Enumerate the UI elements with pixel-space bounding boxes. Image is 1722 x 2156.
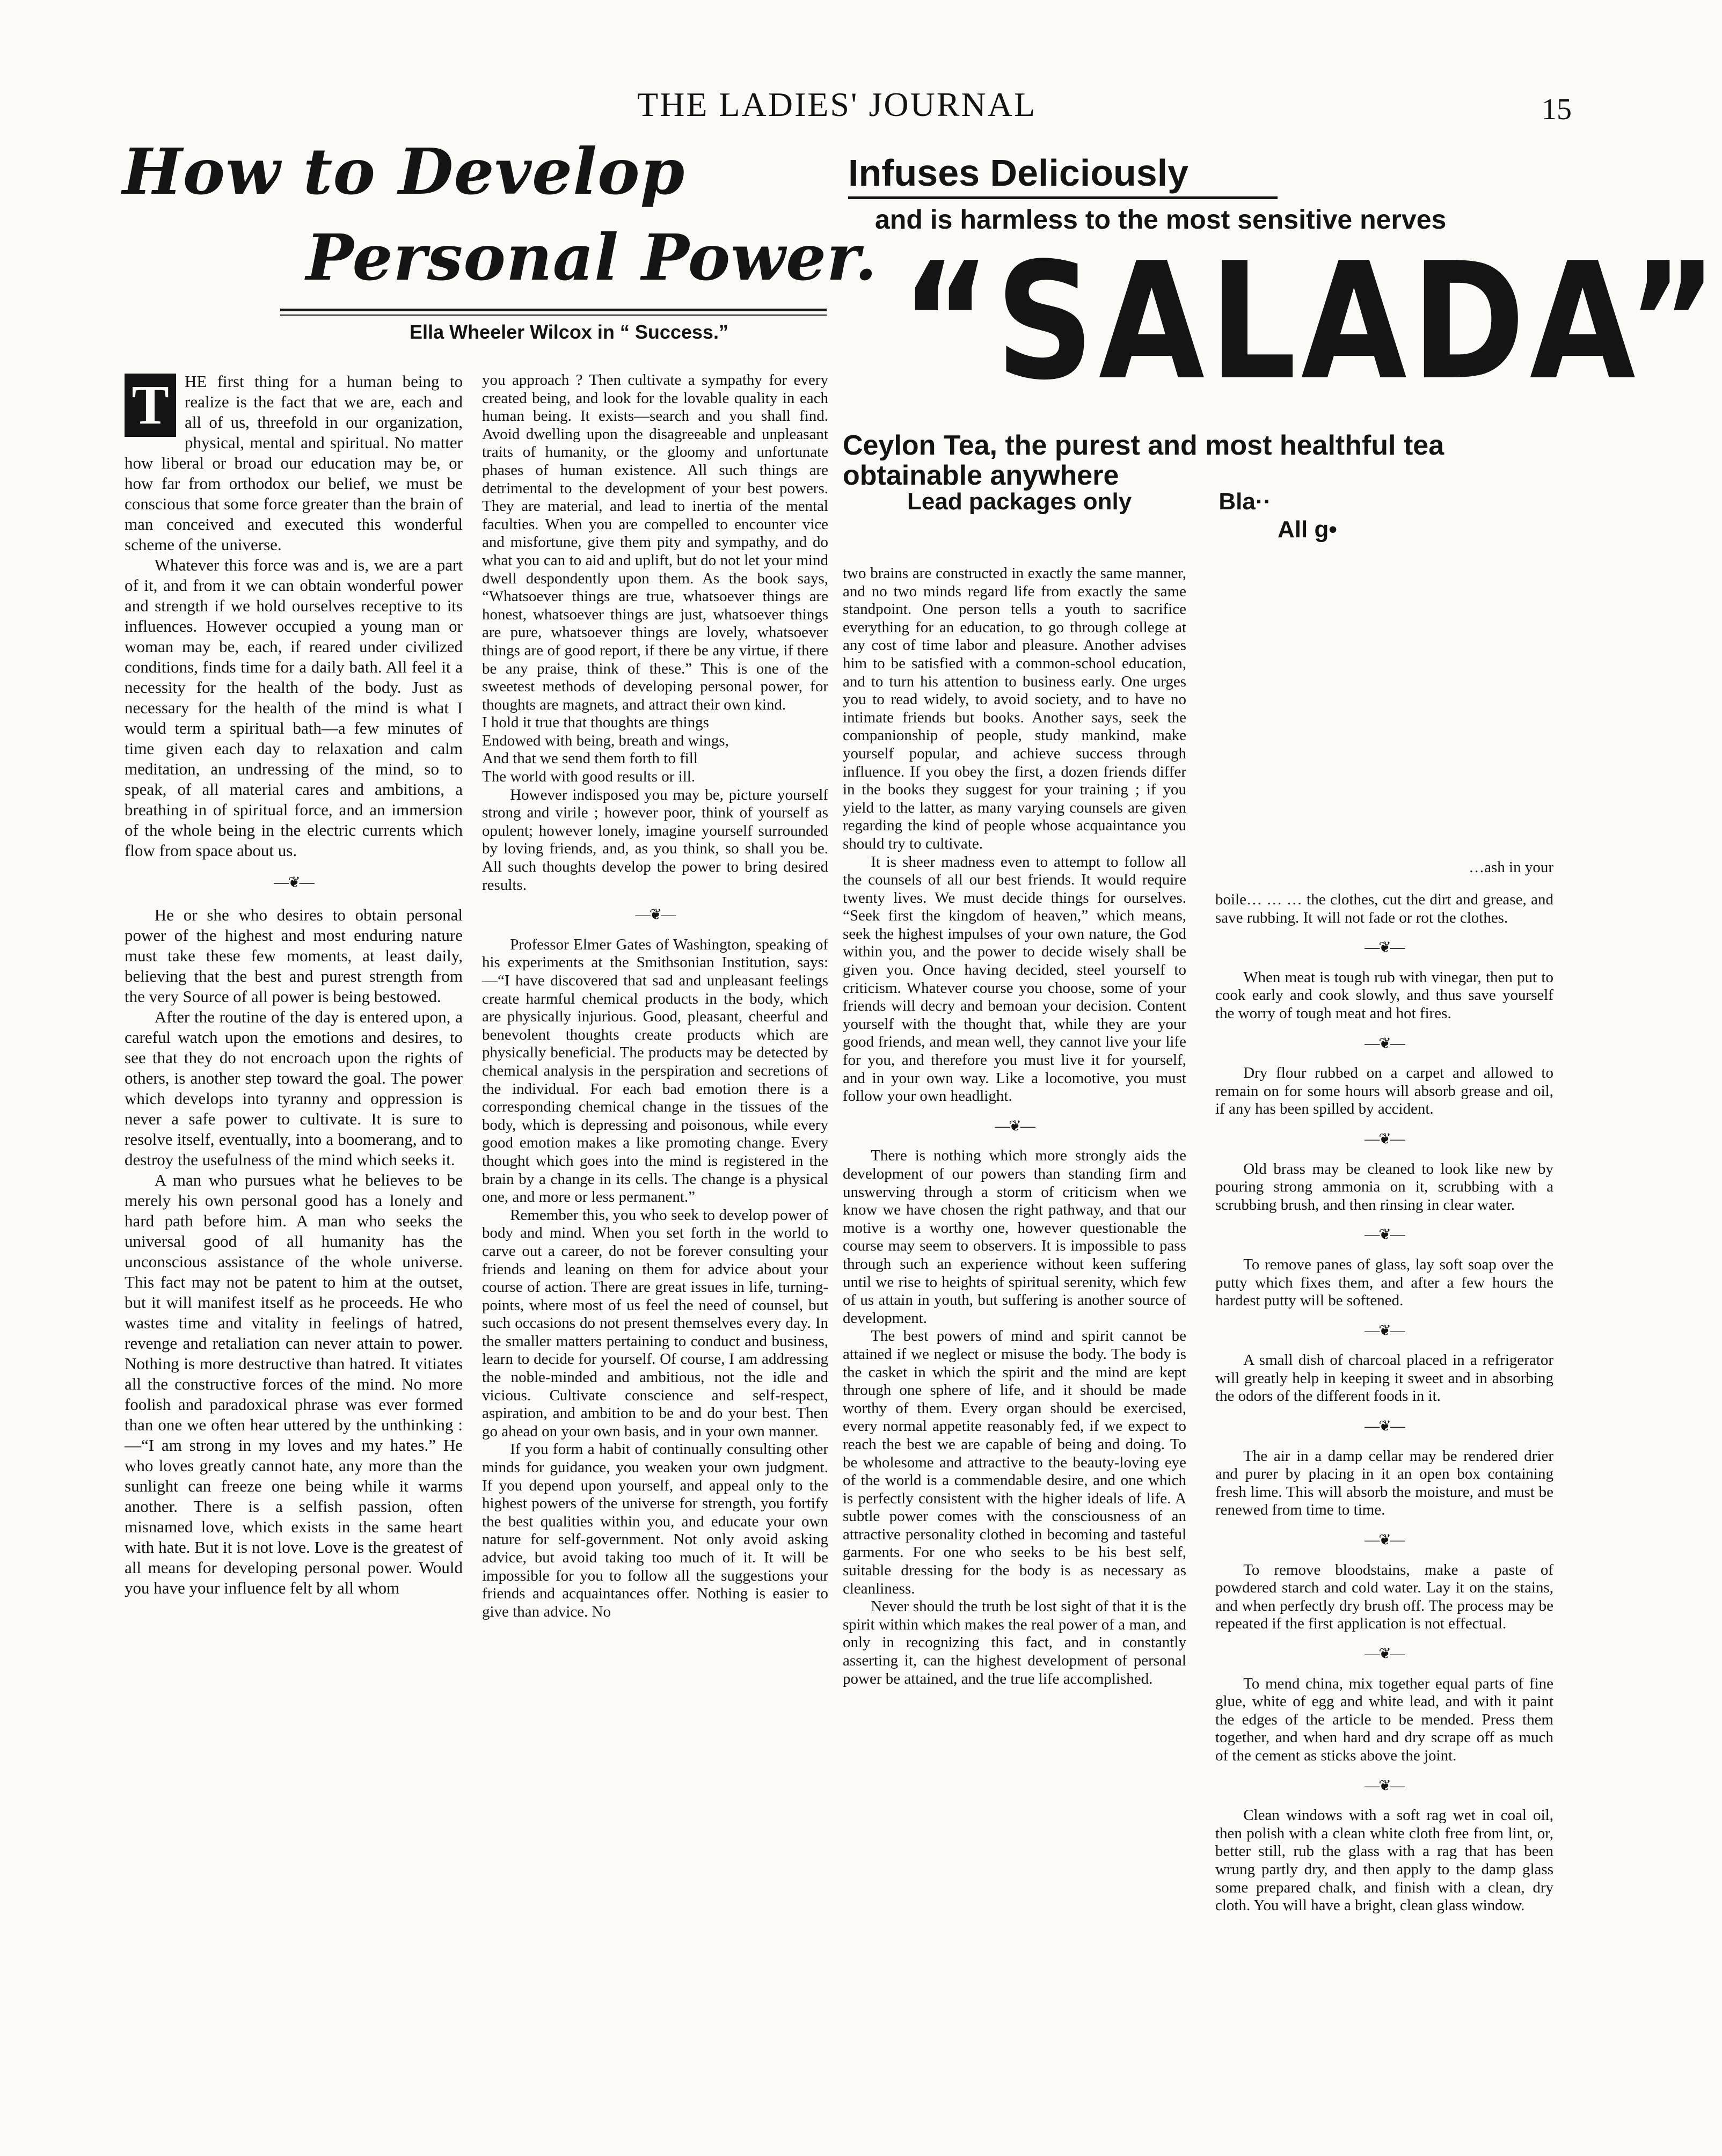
running-head: THE LADIES' JOURNAL	[637, 85, 1037, 123]
paragraph: Remember this, you who seek to develop power of body and mind. When you set forth in the world to carve out a career, do not be forever consulting your friends and leaning on them for advice about your course of action. There are great issues in life, turning-points, where most of us feel the need of counsel, but such occasions do not present themselves every day. In the smaller matters pertaining to conduct and business, learn to decide for yourself. Of course, I am addressing the noble-minded and ambitious, not the idle and vicious. Cultivate conscience and self-respect, aspiration, and ambition to be and do your best. Then go ahead on your own basis, and in your own manner.	[482, 1206, 828, 1440]
verse-line: The world with good results or ill.	[482, 768, 696, 786]
hint-item: To remove bloodstains, make a paste of powdered starch and cold water. Lay it on the stains, and when perfectly dry brush off. The process may be repeated if the first application is not effectual.	[1215, 1561, 1553, 1633]
ad-packages-text: Lead packages only	[907, 488, 1132, 515]
hint-item: Old brass may be cleaned to look like new by pouring strong ammonia on it, scrubbing with a scrubbing brush, and then rinsing in clear water.	[1215, 1160, 1553, 1214]
section-ornament: —❦—	[995, 1117, 1034, 1135]
ad-brand-name: “SALADA”	[901, 228, 1722, 415]
section-ornament: —❦—	[1365, 939, 1404, 956]
paragraph: There is nothing which more strongly aids the development of our powers than standing firm and unswerving through a storm of criticism when we know we have chosen the right pathway, and that our motive is a worthy one, however questionable the course may seem to observers. It is impossible to pass through such an experience without keen suffering until we rise to heights of spiritual serenity, which few of us attain in youth, but suffering is another source of development.	[843, 1147, 1186, 1327]
section-ornament: —❦—	[1365, 1418, 1404, 1435]
title-rule	[280, 309, 827, 316]
paragraph: The best powers of mind and spirit cannot be attained if we neglect or misuse the body. The body is the casket in which the spirit and the mind are kept through one sphere of life, and it should be made worthy of them. Every organ should be exercised, every normal appetite reasonably fed, if we expect to reach the best we are capable of being and doing. To be wholesome and attractive to the beauty-loving eye of the world is a commendable desire, and one which is perfectly consistent with the higher ideals of life. A subtle power comes with the consciousness of an attractive personality clothed in becoming and tasteful garments. For one who seeks to be his best self, suitable dressing for the body is as necessary as cleanliness.	[843, 1327, 1186, 1597]
section-ornament: —❦—	[1365, 1130, 1404, 1148]
ad-headline: Infuses Deliciously	[848, 152, 1189, 194]
section-ornament: —❦—	[1365, 1322, 1404, 1339]
section-ornament: —❦—	[1365, 1532, 1404, 1549]
ad-tagline: and is harmless to the most sensitive nerves	[875, 204, 1447, 235]
ad-description-line-2: obtainable anywhere	[843, 460, 1119, 491]
article-title-line-1: How to Develop	[122, 134, 685, 209]
section-ornament: —❦—	[1365, 1646, 1404, 1662]
verse-line: And that we send them forth to fill	[482, 750, 698, 768]
hint-item: Dry flour rubbed on a carpet and allowed to remain on for some hours will absorb grease and oil, if any has been spilled by accident.	[1215, 1064, 1553, 1118]
section-ornament: —❦—	[635, 907, 675, 924]
section-ornament: —❦—	[1365, 1226, 1404, 1244]
hint-fragment-top: …ash in your	[1469, 859, 1553, 876]
paragraph: two brains are constructed in exactly the same manner, and no two minds regard life from exactly the same standpoint. One person tells a youth to sacrifice everything for an education, to go through college at any cost of time labor and pleasure. Another advises him to be satisfied with a common-school education, and to turn his attention to business early. One urges you to read widely, to avoid society, and to have no intimate friends but books. Another says, seek the companionship of people, study mankind, make yourself popular, and achieve success through influence. If you obey the first, a dozen friends differ in the books they suggest for your training ; if you yield to the latter, as many varying counsels are given regarding the kind of people whose acquaintance you should try to cultivate.	[843, 565, 1186, 852]
paragraph: Whatever this force was and is, we are a part of it, and from it we can obtain wonderful power and strength if we hold ourselves receptive to its influences. However occupied a young man or woman may be, each, if reared under civilized conditions, finds time for a daily bath. All feel it a necessity for the health of the body. Just as necessary for the health of the mind is what I would term a spiritual bath—a few minutes of time given each day to relaxation and calm meditation, an undressing of the mind, so to speak, of all material cares and ambitions, a breathing in of spiritual force, and an immersion of the whole being in the electric currents which flow from space about us.	[125, 556, 463, 860]
hint-item: A small dish of charcoal placed in a refrigerator will greatly help in keeping it sweet and in absorbing the odors of the different foods in it.	[1215, 1351, 1553, 1405]
hint-item: To mend china, mix together equal parts of fine glue, white of egg and white lead, and with it paint the edges of the article to be mended. Press them together, and when hard and dry scrape off as much of the cement as sticks above the joint.	[1215, 1675, 1553, 1764]
paragraph: you approach ? Then cultivate a sympathy for every created being, and look for the lovable quality in each human being. It exists—search and you shall find. Avoid dwelling upon the disagreeable and unpleasant traits of humanity, or the gloomy and unfortunate phases of human existence. All such things are detrimental to the development of your best powers. They are material, and lead to inertia of the mental faculties. When you are compelled to encounter vice and misfortune, give them pity and sympathy, and do what you can to aid and uplift, but do not let your mind dwell despondently upon them. As the book says, “Whatsoever things are true, whatsoever things are honest, whatsoever things are just, whatsoever things are pure, whatsoever things are lovely, whatsoever things are of good report, if there be any virtue, if there be any praise, think of these.” This is one of the sweetest methods of developing personal power, for thoughts are magnets, and attract their own kind.	[482, 371, 828, 713]
ad-tail-fragment: All g•	[1278, 516, 1337, 543]
verse-line: Endowed with being, breath and wings,	[482, 732, 729, 749]
hints-column	[1215, 891, 1553, 1915]
article-column-2	[482, 371, 828, 1621]
paragraph: However indisposed you may be, picture yourself strong and virile ; however poor, think of yourself as opulent; however lonely, imagine yourself surrounded by loving friends, and, as you think, so shall you be. All such thoughts develop the power to bring desired results.	[482, 786, 828, 894]
paragraph: HE first thing for a human being to realize is the fact that we are, each and all of us, threefold in our organization, physical, mental and spiritual. No matter how liberal or broad our education may be, or how far from orthodox our belief, we must be conscious that some force greater than the brain of man conceived and executed this wonderful scheme of the universe.	[125, 372, 463, 554]
paragraph: Never should the truth be lost sight of that it is the spirit within which makes the real power of a man, and only in recognizing this fact, and in constantly asserting it, can the highest development of personal power be attained, and the true life accomplished.	[843, 1598, 1186, 1687]
section-ornament: —❦—	[1365, 1777, 1404, 1794]
paragraph: Professor Elmer Gates of Washington, speaking of his experiments at the Smithsonian Institution, says:—“I have discovered that sad and unpleasant feelings create harmful chemical products in the body, which are physically injurious. Good, pleasant, cheerful and benevolent thoughts create products which are physically beneficial. The products may be detected by chemical analysis in the perspiration and secretions of the individual. For each bad emotion there is a corresponding chemical change in the tissues of the body, which is depressing and poisonous, while every good emotion makes a like promoting change. Every thought which goes into the mind is registered in the brain by a change in its cells. The change is a physical one, and more or less permanent.”	[482, 936, 828, 1206]
section-ornament: —❦—	[274, 874, 313, 891]
ad-packages	[907, 488, 1271, 515]
verse	[482, 714, 828, 786]
article-column-1	[125, 371, 463, 1598]
paragraph: A man who pursues what he believes to be merely his own personal good has a lonely and hard path before him. A man who seeks the universal good of all humanity has the unconscious assistance of the whole universe. This fact may not be patent to him at the outset, but it will manifest itself as he proceeds. He who wastes time and vitality in feelings of hatred, revenge and retaliation can never attain to power. Nothing is more destructive than hatred. It vitiates all the constructive forces of the mind. No more foolish and paradoxical phrase was ever formed than one we often hear uttered by the unthinking :—“I am strong in my loves and my hates.” He who loves greatly cannot hate, any more than the sunlight can freeze one being while it warms another. There is a selfish passion, often misnamed love, which exists in the same heart with hate. But it is not love. Love is the greatest of all means for developing personal power. Would you have your influence felt by all whom	[125, 1171, 463, 1597]
hint-fragment: boile… … … the clothes, cut the dirt and grease, and save rubbing. It will not fade or rot the clothes.	[1215, 891, 1553, 926]
ad-packages-fragment: Bla··	[1218, 488, 1272, 515]
hint-item: When meat is tough rub with vinegar, then put to cook early and cook slowly, and thus save yourself the worry of tough meat and hot fires.	[1215, 968, 1553, 1022]
verse-line: I hold it true that thoughts are things	[482, 714, 709, 732]
hint-item: The air in a damp cellar may be rendered drier and purer by placing in it an open box containing fresh lime. This will absorb the moisture, and must be renewed from time to time.	[1215, 1447, 1553, 1519]
ad-headline-rule	[848, 196, 1278, 199]
paragraph: It is sheer madness even to attempt to follow all the counsels of all our best friends. It would require twenty lives. We must decide things for ourselves. “Seek first the kingdom of heaven,” which means, seek the highest impulses of your own nature, the God within you, and the power to decide wisely shall be given you. Once having decided, steel yourself to criticism. Whatever course you choose, some of your friends will decry and bemoan your decision. Content yourself with the thought that, while they are your good friends, and mean well, they cannot live your life for you, and therefore you must live it for yourself, and in your own way. Like a locomotive, you must follow your own headlight.	[843, 853, 1186, 1105]
drop-cap: T	[125, 374, 176, 437]
article-column-3	[843, 565, 1186, 1688]
byline: Ella Wheeler Wilcox in “ Success.”	[410, 321, 728, 343]
ad-description-line-1: Ceylon Tea, the purest and most healthful tea	[843, 430, 1444, 461]
article-title-line-2: Personal Power.	[306, 220, 878, 295]
hint-item: To remove panes of glass, lay soft soap over the putty which fixes them, and after a few hours the hardest putty will be softened.	[1215, 1255, 1553, 1310]
paragraph: After the routine of the day is entered upon, a careful watch upon the emotions and desires, to see that they do not encroach upon the rights of others, is another step toward the goal. The power which develops into tyranny and oppression is never a safe power to cultivate. It is sure to resolve itself, eventually, into a boomerang, and to destroy the usefulness of the mind which seeks it.	[125, 1007, 463, 1169]
section-ornament: —❦—	[1365, 1035, 1404, 1052]
paragraph: If you form a habit of continually consulting other minds for guidance, you weaken your own judgment. If you depend upon yourself, and appeal only to the highest powers of the universe for strength, you fortify the best qualities within you, and educate your own nature for self-government. Not only avoid asking advice, but avoid taking too much of it. It will be impossible for you to follow all the suggestions your friends and acquaintances offer. Nothing is easier to give than advice. No	[482, 1441, 828, 1620]
hint-item: Clean windows with a soft rag wet in coal oil, then polish with a clean white cloth free from lint, or, better still, rub the glass with a rag that has been wrung partly dry, and then apply to the damp glass some prepared chalk, and finish with a clean, dry cloth. You will have a bright, clean glass window.	[1215, 1807, 1553, 1914]
page-number: 15	[1542, 93, 1572, 126]
paragraph: He or she who desires to obtain personal power of the highest and most enduring nature must take these few moments, at least daily, believing that the best and purest strength from the very Source of all power is being bestowed.	[125, 905, 463, 1006]
